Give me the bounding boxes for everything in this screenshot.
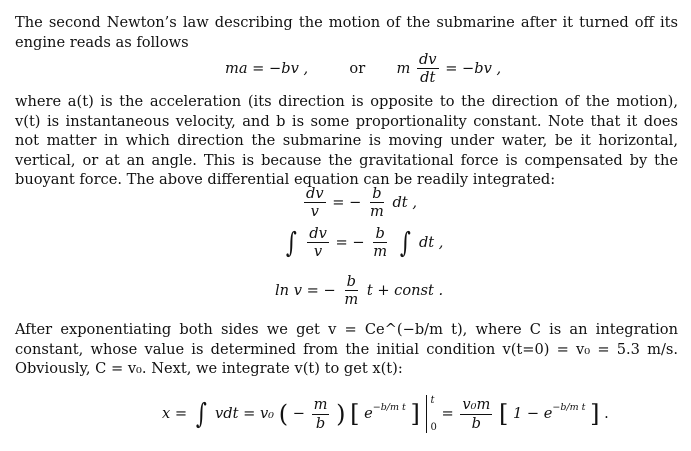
eq4-tail: t + const . <box>366 281 444 299</box>
eq5-lbracket2: [ <box>498 400 509 428</box>
eq5-eval-bar <box>426 395 436 433</box>
eq5-rbracket: ] <box>410 400 420 428</box>
eq3-num2: b <box>375 225 385 242</box>
eq3-den1: v <box>313 243 323 261</box>
eq2-tail: dt , <box>392 193 417 211</box>
eq3-tail: dt , <box>418 233 444 251</box>
eq5-num2: v₀m <box>462 396 491 414</box>
eq1-den: dt <box>420 69 436 87</box>
eq5-exp: −b/m t <box>372 402 406 413</box>
eq5-num1: m <box>313 396 328 414</box>
eq5-upper-limit: t <box>430 395 435 406</box>
integral-sign-icon: ∫ <box>285 225 297 259</box>
eq2-den2: m <box>369 203 384 221</box>
eq5-den1: b <box>315 414 326 432</box>
equation-newton-law <box>225 52 501 86</box>
eq5-rbracket2: ] <box>590 400 600 428</box>
eq5-lhs: x = <box>162 405 188 422</box>
eq5-minus: − <box>292 405 305 422</box>
eq5-rparen: ) <box>336 400 346 428</box>
eq1-num: dv <box>418 51 437 68</box>
equation-separated <box>302 186 417 220</box>
eq5-exp2: −b/m t <box>552 402 586 413</box>
paragraph-intro: The second Newton’s law describing the motion of the submarine after it turned off its engine reads as follows <box>15 14 678 51</box>
eq4-lhs: ln v = − <box>275 281 336 299</box>
eq5-lower-limit: 0 <box>430 422 437 433</box>
eq5-end: . <box>604 405 609 422</box>
eq3-num1: dv <box>309 225 327 242</box>
eq5-e: e <box>364 405 373 422</box>
paragraph-explanation: where a(t) is the acceleration (its direction is opposite to the direction of the motion), v(t) is instantaneous velocity, and b is some proportionality constant. Note that it does not matter in which direction the submarine is moving under water, be it horizontal, vertical, or at an angle. This is because the gravitational force is compensated by the buoyant force. The above differential equation can be readily integrated: <box>15 93 678 189</box>
eq5-lbracket: [ <box>350 400 360 428</box>
eq1-right: = −bv , <box>445 59 502 77</box>
integral-sign-icon: ∫ <box>399 225 411 259</box>
equation-integrated <box>282 226 443 260</box>
eq5-den2: b <box>471 414 482 432</box>
integral-sign-icon: ∫ <box>195 397 207 430</box>
eq5-mid1: vdt = v₀ <box>214 405 275 422</box>
equation-log <box>275 274 443 308</box>
eq1-m: m <box>396 59 411 77</box>
eq2-equals: = − <box>332 193 362 211</box>
eq2-num1: dv <box>306 185 324 202</box>
eq5-equals: = <box>441 405 454 422</box>
eq1-left: ma = −bv , <box>225 59 309 77</box>
eq3-equals: = − <box>335 233 365 251</box>
eq5-one-minus-e: 1 − e <box>512 405 553 422</box>
paragraph-exponentiation: After exponentiating both sides we get v = Ce^(−b/m t), where C is an integration constant, whose value is determined from the initial condition v(t=0) = v₀ = 5.3 m/s. Obviously, C = v₀. Next, we integrate v(t) to get x(t): <box>15 321 678 378</box>
eq1-or: or <box>349 59 366 77</box>
eq4-den: m <box>344 291 359 309</box>
eq1-fraction <box>417 52 439 86</box>
eq5-lparen: ( <box>278 400 289 428</box>
equation-position <box>162 395 609 433</box>
eq4-num: b <box>346 273 356 290</box>
eq3-den2: m <box>373 243 388 261</box>
eq2-num2: b <box>372 185 382 202</box>
eq2-den1: v <box>310 203 319 221</box>
